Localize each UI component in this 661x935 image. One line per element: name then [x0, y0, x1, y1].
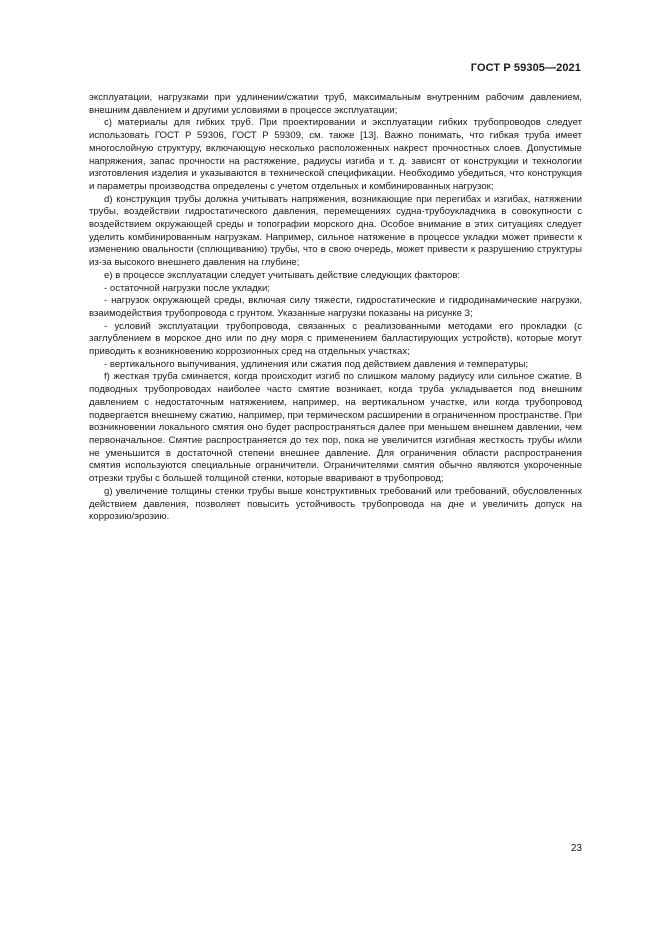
document-body: [89, 92, 582, 524]
paragraph-item-f: f) жесткая труба сминается, когда происходит изгиб по слишком малому радиусу или сильное сжатие. В подводных трубопроводах наиболее часто смятие возникает, когда труба укладывается под внешним давлением с недостаточным натяжением, например, на вертикальном участке, или когда трубопровод подвергается внешнему сжатию, например, при термическом расширении в ограниченном пространстве. При возникновении локального смятия оно будет распространяться далее при меньшем внешнем давлении, чем первоначальное. Смятие распространяется до тех пор, пока не увеличится изгибная жесткость трубы и/или не уменьшится в достаточной степени внешнее давление. Для ограничения области распространения смятия используются специальные ограничители. Ограничителями смятия обычно являются укороченные отрезки трубы с большей толщиной стенки, которые вваривают в трубопровод;: [89, 371, 582, 485]
paragraph-item-e: е) в процессе эксплуатации следует учитывать действие следующих факторов:: [104, 269, 461, 281]
list-item-residual-load: - остаточной нагрузки после укладки;: [104, 282, 271, 294]
list-item-operating-conditions: - условий эксплуатации трубопровода, связанных с реализованными методами его прокладки (с заглублением в морское дно или по дну моря с применением балластирующих устройств), которые могут приводить к возникновению коррозионных сред на отдельных участках;: [89, 320, 582, 358]
page-number: 23: [570, 843, 582, 854]
paragraph-continuation: эксплуатации, нагрузками при удлинении/сжатии труб, максимальным внутренним рабочим давлением, внешним давлением и другими условиями в процессе эксплуатации;: [89, 92, 582, 116]
list-item-vertical-buckling: - вертикального выпучивания, удлинения или сжатия под действием давления и температуры;: [104, 358, 529, 370]
paragraph-item-g: g) увеличение толщины стенки трубы выше конструктивных требований или требований, обусловленных действием давления, позволяет повысить устойчивость трубопровода на дне и увеличить допуск на коррозию/эрозию.: [89, 485, 582, 523]
list-item-environmental-loads: - нагрузок окружающей среды, включая силу тяжести, гидростатические и гидродинамические нагрузки, взаимодействия трубопровода с грунтом. Указанные нагрузки показаны на рисунке 3;: [89, 295, 582, 319]
document-standard-id: ГОСТ Р 59305—2021: [470, 62, 581, 74]
paragraph-item-c: с) материалы для гибких труб. При проектировании и эксплуатации гибких трубопроводов следует использовать ГОСТ Р 59306, ГОСТ Р 59309, см. также [13]. Важно понимать, что гибкая труба имеет многослойную структуру, включающую несколько расположенных накрест прочностных слоев. Допустимые напряжения, запас прочности на растяжение, радиусы изгиба и т. д. зависят от конструкции и технологии изготовления изделия и указываются в технической спецификации. Необходимо убедиться, что конструкция и параметры производства определены с учетом отдельных и комбинированных нагрузок;: [89, 117, 582, 192]
paragraph-item-d: d) конструкция трубы должна учитывать напряжения, возникающие при перегибах и изгибах, натяжении трубы, воздействии гидростатического давления, перемещениях судна-трубоукладчика в совокупности с воздействием окружающей среды и топографии морского дна. Особое внимание в этих ситуациях следует уделить комбинированным нагрузкам. Например, сильное натяжение в процессе укладки может привести к изменению овальности (сплющиванию) трубы, что в свою очередь, может привести к разрушению структуры из-за высокого внешнего давления на глубине;: [89, 193, 582, 269]
